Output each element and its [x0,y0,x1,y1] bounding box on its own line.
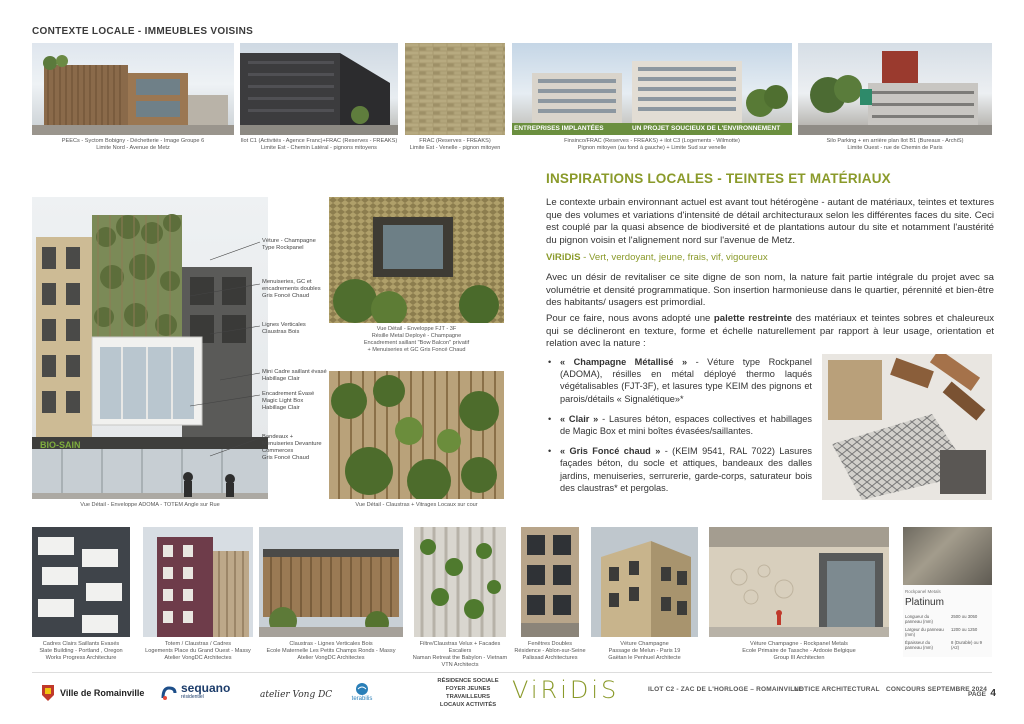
program-list [428,677,508,709]
sample-name: Platinum [905,597,944,608]
reference-caption-6: Véture Champagne Passage de Melun - Paris 19 Gaëtan le Penhuel Architecte [608,641,681,661]
bullet-title: « Clair » [560,413,599,424]
site-label: ILOT C2 - ZAC DE L'HORLOGE – ROMAINVILLE [648,686,804,693]
heading: INSPIRATIONS LOCALES - TEINTES ET MATÉRIAUX [546,171,891,186]
terabilis-globe-icon [355,682,369,696]
sample-spec-val-1: 2500 ou 3050 [951,614,978,619]
sample-spec-key-2: Largeur du panneau (mm) [905,627,944,637]
terabilis-text: terabilis [351,696,373,702]
program-line-3: LOCAUX ACTIVITÉS [439,702,497,708]
context-photo-1 [32,43,234,135]
viridis-tagline: - Vert, verdoyant, jeune, frais, vif, vigoureux [580,252,768,263]
annotation-leaders [150,230,262,480]
context-photo-5 [798,43,992,135]
sequano-text: sequano [181,681,231,695]
romainville-text: Ville de Romainville [60,688,145,698]
sample-spec-val-3: 8 (Durable) ou 9 (A2) [951,640,983,650]
romainville-crest-icon [40,683,56,703]
project-logo-viridis: ViRiDiS [512,676,620,704]
page-label: PAGE [968,691,986,698]
render-annotation-4: Mini Cadre saillant évasé Habillage Clair [262,369,327,382]
material-samples-photo [822,354,992,500]
section-title: CONTEXTE LOCALE - IMMEUBLES VOISINS [32,26,254,37]
footer-divider [32,672,992,673]
program-line-1: RÉSIDENCE SOCIALE [437,678,499,684]
romainville-logo [40,682,144,704]
terabilis-logo [346,682,378,706]
paragraph-3 [546,313,994,351]
bullet-title: « Champagne Métallisé » [560,357,688,367]
paragraph-3-bold: palette restreinte [713,313,793,324]
reference-caption-4: Filtre/Claustras Velux + Facades Escaliers Naman Retreat the Babylon - Vietnam VTN Architects [412,641,508,668]
paragraph-3-b: des matériaux et teintes sobres et chaleureux qui se déclineront en texture, forme et échelle naturellement par rapport à leur usage, orientation et relation avec la nature : [546,313,995,350]
context-caption-3: FRAC (Reserves - FREAKS) Limite Est - Venelle - pignon mitoyen [409,138,501,151]
reference-photo-3 [259,527,403,637]
context-photo-4 [512,43,792,135]
material-bullets [546,356,812,502]
sample-swatch [903,527,992,585]
sequano-logo [160,680,230,706]
render-annotation-6: Bandeaux + Menuiseries Devanture Commerces Gris Foncé Chaud [262,434,322,461]
paragraph-2: Avec un désir de revitaliser ce site digne de son nom, la nature fait partie intégrale du projet avec sa volumétrie et densité programmatique. Son insertion harmonieuse dans le quartier, pérennité et bien-être des habitants/ usagers est primordial. [546,272,994,309]
render-caption: Vue Détail - Enveloppe ADOMA - TOTEM Angle sur Rue [80,502,220,508]
reference-photo-5 [521,527,579,637]
render-annotation-5: Encadrement Évasé Magic Light Box Habillage Clair [262,391,315,411]
sample-small-label: Rockpanel Metals [905,589,941,594]
intro-paragraph: Le contexte urbain environnant actuel est avant tout hétérogène - autant de matériaux, teintes et textures que des volumes et variations d'intensité de détail architecturaux selon les différentes faces du site. Ceci est couplé par la quasi absence de biodiversité et de plantations autour du site et notamment l'austérité du pignon voisin et l'alignement nord sur l'avenue de Metz. [546,197,994,246]
bullet-gris [546,445,812,494]
page-number [968,683,996,701]
context-caption-4: Finsinco/FRAC (Reserves - FREAKS) + ilot C3 (Logements - Wilmotte) Pignon mitoyen (au fond à gauche) + Limite Sud sur venelle [564,138,740,151]
context-banner-left: ENTREPRISES IMPLANTÉES [514,125,604,132]
detail-caption-top: Vue Détail - Enveloppe FJT - 3F Résille Metal Deployé - Champagne Encadrement saillant "Bow Balcon" privatif + Menuiseries et GC Gris Foncé Chaud [363,326,470,353]
sequano-subtext: résidentiel [181,694,204,700]
bullet-text: - Lasures béton, espaces collectives et habillages de Magic Box et mini boîtes évasées/saillantes. [560,413,812,437]
sample-spec-key-3: Épaisseur du panneau (mm) [905,640,933,650]
viridis-line [546,252,768,263]
shop-sign: BIO-SAIN [40,440,81,450]
reference-photo-6 [591,527,698,637]
context-caption-2: Ilot C1 (Activités - Agence Franc)+FRAC (Reserves - FREAKS) Limite Est - Chemin Latéral - pignons mitoyens [240,138,398,151]
render-annotation-2: Menuiseries, GC et encadrements doubles Gris Foncé Chaud [262,279,321,299]
context-photo-3 [405,43,505,135]
sequano-mark-icon [160,684,178,702]
doc-label: NOTICE ARCHITECTURAL [794,686,880,693]
bullet-text: - Véture type Rockpanel (ADOMA), résilles en métal déployé thermo laqués végétalisables (FJT-3F), et lasures type KEIM des pignons et parois/détails « Signalétique»* [560,357,812,404]
reference-photo-7 [709,527,889,637]
vongdc-logo: atelier Vong DC [260,690,333,700]
context-banner-right: UN PROJET SOUCIEUX DE L'ENVIRONNEMENT [632,125,781,132]
sample-spec-val-2: 1200 ou 1250 [951,627,978,632]
bullet-champagne [546,356,812,405]
reference-caption-5: Fenêtres Doubles Résidence - Ablon-sur-Seine Palissad Architectures [514,641,586,661]
bullet-title: « Gris Foncé chaud » [560,446,661,457]
reference-caption-3: Claustras - Lignes Verticales Bois Ecole Maternelle Les Petits Champs Ronds - Massy Atelier VongDC Architectes [266,641,396,661]
reference-caption-7: Véture Champagne - Rockpanel Metals Ecole Primaire de Tassche - Ardooie Belgique Group III Architecten [742,641,856,661]
program-line-2: FOYER JEUNES TRAVAILLEURS [445,686,491,700]
reference-caption-2: Totem / Claustras / Cadres Logements Place du Grand Ouest - Massy Atelier VongDC Architectes [145,641,251,661]
reference-photo-2 [143,527,253,637]
reference-caption-1: Cadres Clairs Saillants Evasés Slate Building - Portland , Oregon Works Progress Architecture [39,641,123,661]
reference-photo-4 [414,527,506,637]
sample-spec-key-1: Longueur du panneau (mm) [905,614,933,624]
detail-caption-bottom: Vue Détail - Claustras + Vitrages Locaux sur cour [355,502,478,508]
render-annotation-3: Lignes Verticales Claustras Bois [262,322,306,335]
bullet-clair [546,413,812,437]
paragraph-3-a: Pour ce faire, nous avons adopté une [546,313,714,324]
sample-card [903,527,992,657]
detail-photo-top [329,197,504,323]
bullet-text: - (KEIM 9541, RAL 7022) Lasures façades béton, du socle et attiques, bandeaux des dalles jardins, menuiseries, serrurerie, garde-corps, saturateur bois des claustras* et pergolas. [560,446,812,493]
contest-label: CONCOURS SEPTEMBRE 2024 [886,686,988,693]
context-photo-2 [240,43,398,135]
render-annotation-1: Véture - Champagne Type Rockpanel [262,238,316,251]
reference-photo-1 [32,527,130,637]
page-num: 4 [990,688,996,699]
viridis-brand: ViRiDiS [546,252,581,263]
context-caption-1: PEECs - Syctom Bobigny - Déchetterie - Image Groupe 6 Limite Nord - Avenue de Metz [61,138,205,151]
context-caption-5: Silo Parking + en arrière plan Ilot B1 (Bureaux - ArchiS) Limite Ouest - rue de Chemin de Paris [826,138,964,151]
detail-photo-bottom [329,371,504,499]
